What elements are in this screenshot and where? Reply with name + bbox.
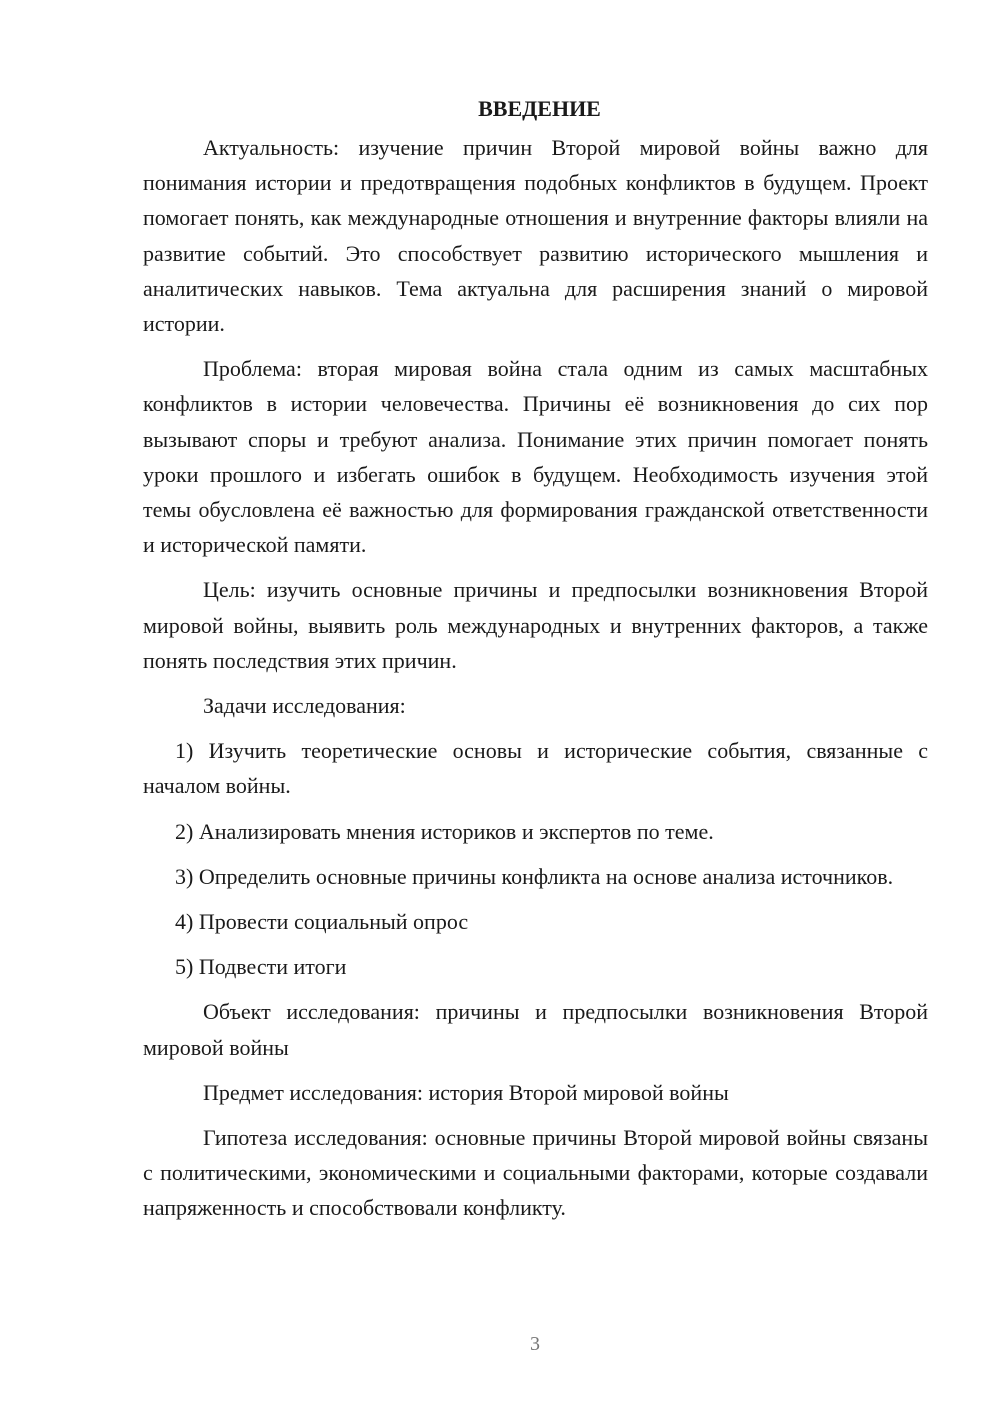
- goal-paragraph: Цель: изучить основные причины и предпосылки возникновения Второй мировой войны, выявить роль международных и внутренних факторов, а также понять последствия этих причин.: [143, 577, 928, 673]
- task-item-3: 3) Определить основные причины конфликта на основе анализа источников.: [175, 863, 894, 889]
- tasks-heading: Задачи исследования:: [203, 693, 406, 719]
- task-item-2: 2) Анализировать мнения историков и экспертов по теме.: [175, 818, 714, 844]
- hypothesis-paragraph: Гипотеза исследования: основные причины Второй мировой войны связаны с политическими, экономическими и социальными факторами, которые создавали напряженность и способствовали конфликту.: [143, 1125, 928, 1221]
- object-paragraph: Объект исследования: причины и предпосылки возникновения Второй мировой войны: [143, 999, 928, 1060]
- page-title: ВВЕДЕНИЕ: [478, 96, 601, 121]
- task-item-1: 1) Изучить теоретические основы и исторические события, связанные с началом войны.: [143, 738, 928, 799]
- subject-paragraph: Предмет исследования: история Второй мировой войны: [203, 1079, 729, 1105]
- task-item-4: 4) Провести социальный опрос: [175, 909, 469, 935]
- task-item-5: 5) Подвести итоги: [175, 954, 347, 980]
- page-number: 3: [530, 1333, 540, 1355]
- problem-paragraph: Проблема: вторая мировая война стала одним из самых масштабных конфликтов в истории человечества. Причины её возникновения до сих пор вызывают споры и требуют анализа. Понимание этих причин помогает понять уроки прошлого и избегать ошибок в будущем. Необходимость изучения этой темы обусловлена её важностью для формирования гражданской ответственности и исторической памяти.: [143, 356, 928, 558]
- relevance-paragraph: Актуальность: изучение причин Второй мировой войны важно для понимания истории и предотвращения подобных конфликтов в будущем. Проект помогает понять, как международные отношения и внутренние факторы влияли на развитие событий. Это способствует развитию исторического мышления и аналитических навыков. Тема актуальна для расширения знаний о мировой истории.: [143, 135, 928, 337]
- document-page: [143, 92, 928, 1226]
